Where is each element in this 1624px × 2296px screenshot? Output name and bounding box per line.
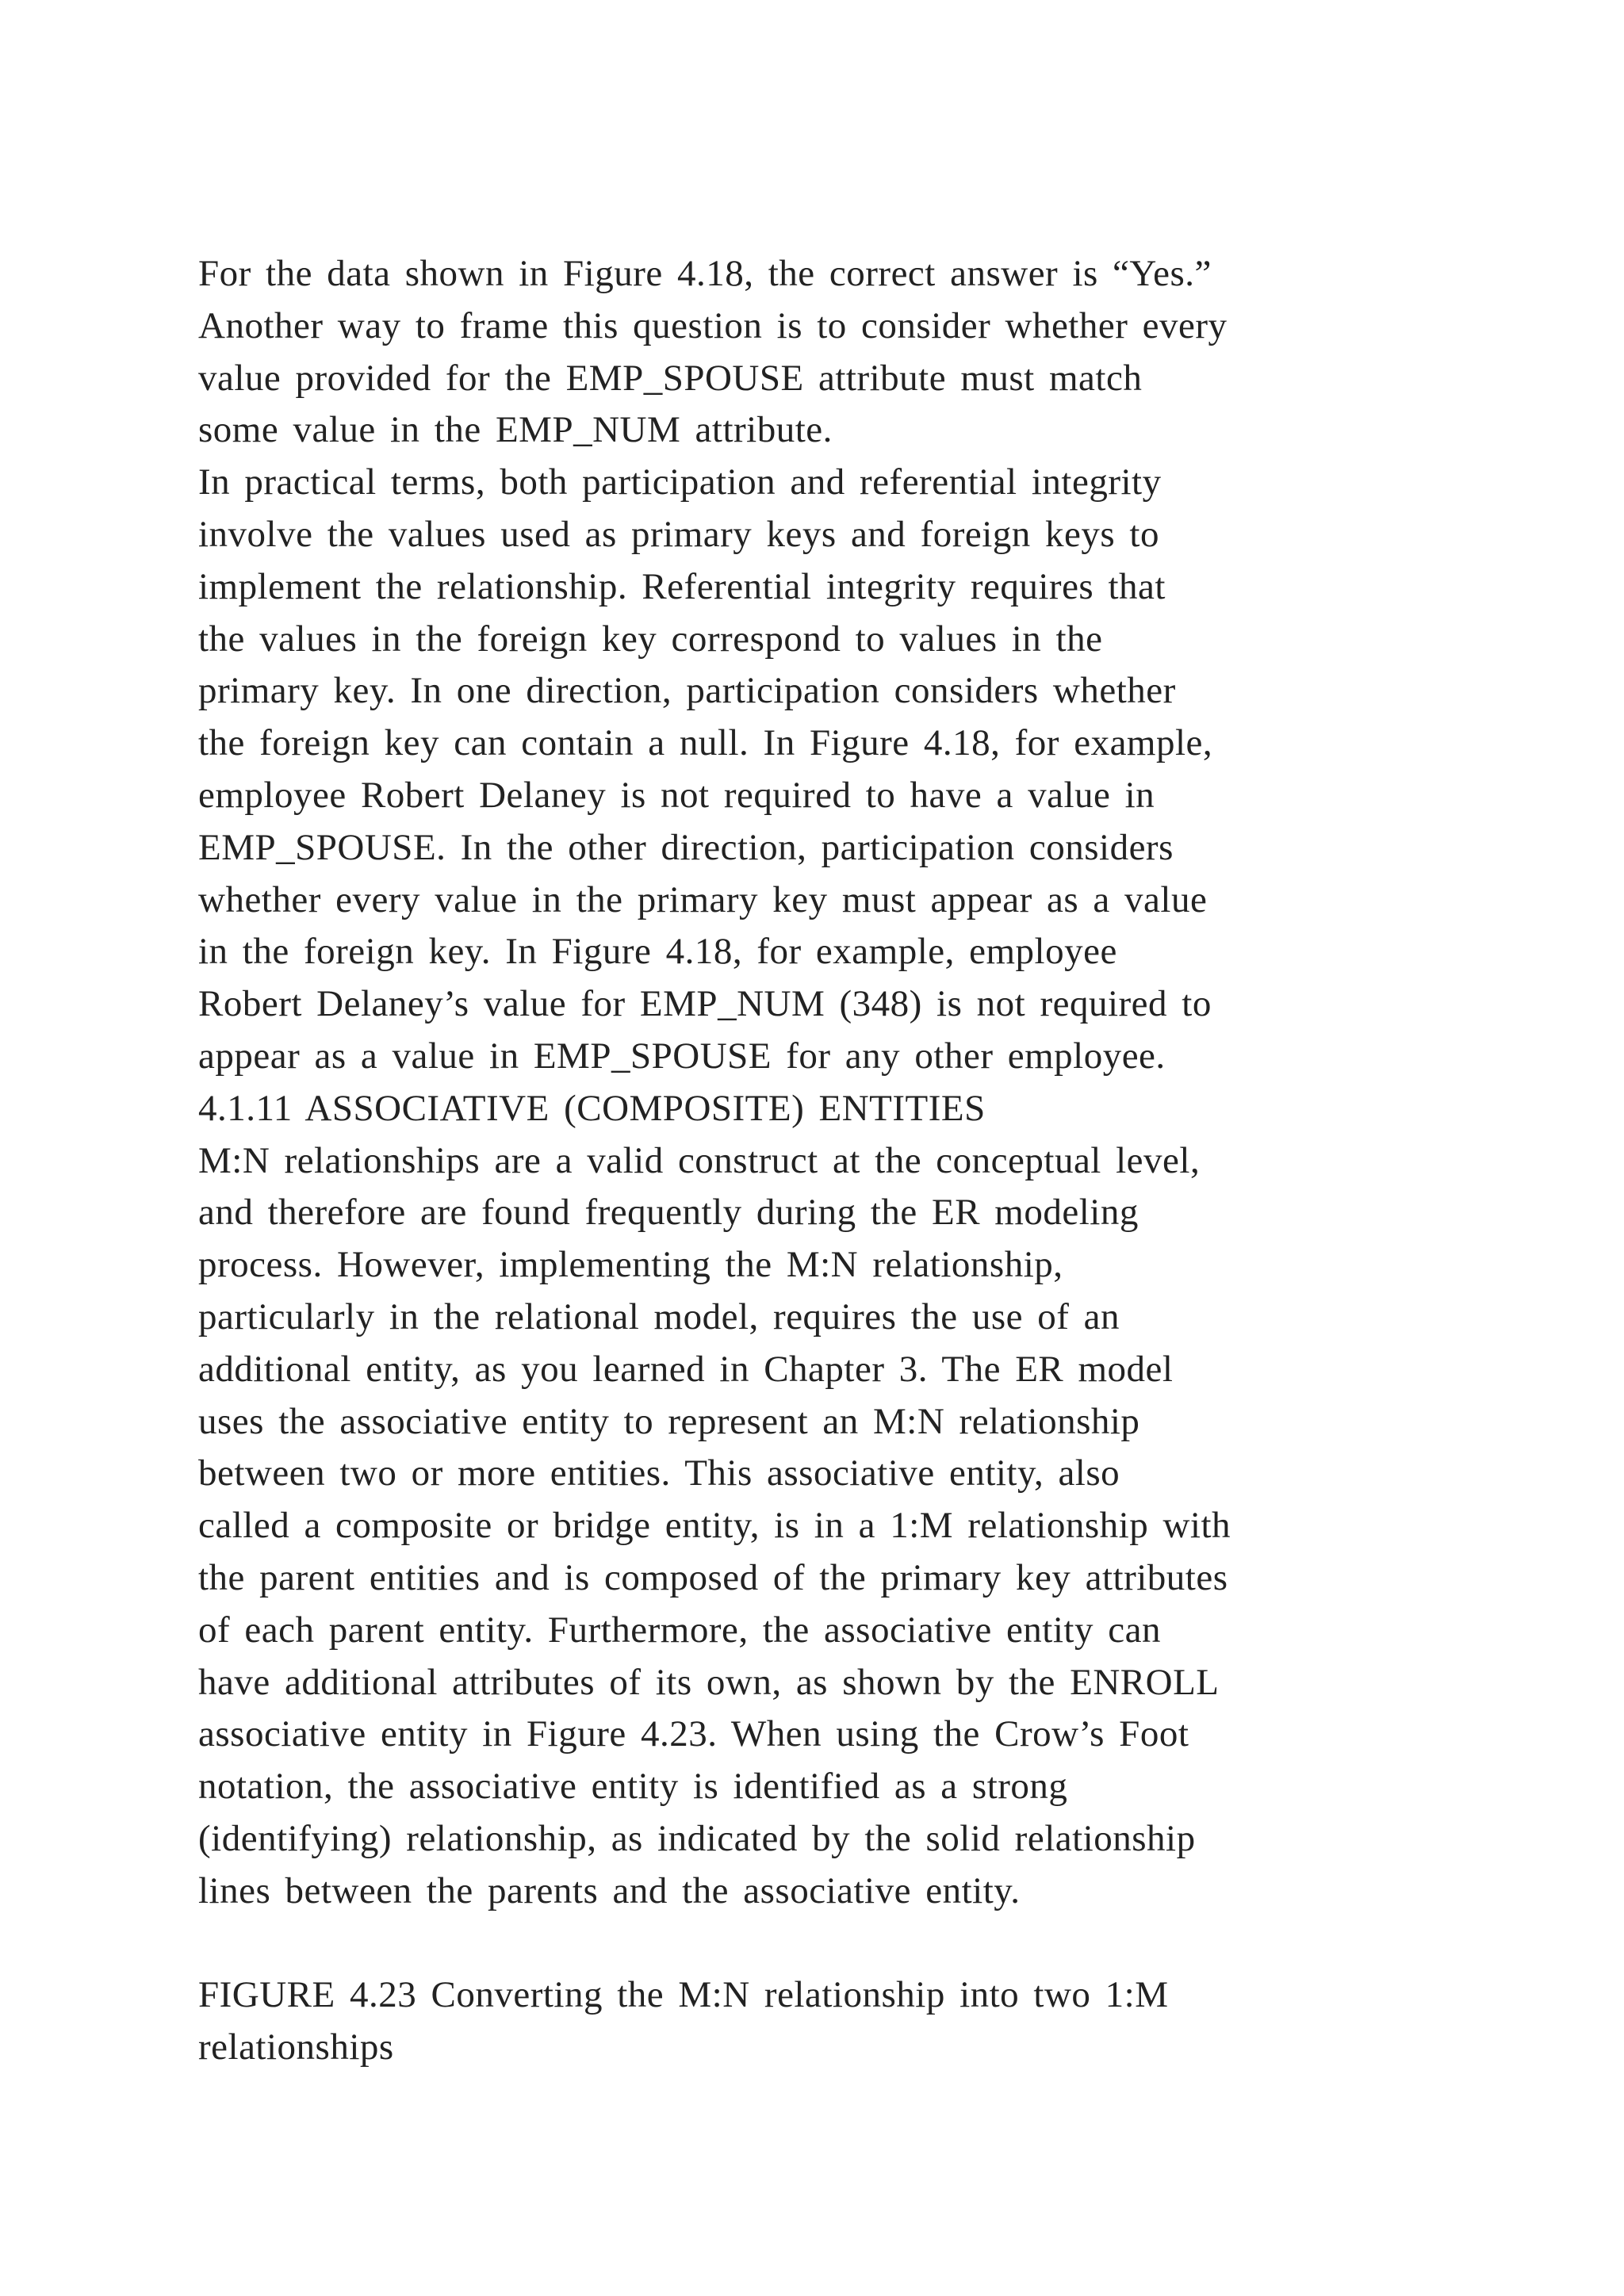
- text-line: (identifying) relationship, as indicated by the solid relationship: [198, 1817, 1196, 1859]
- text-line: between two or more entities. This associative entity, also: [198, 1452, 1120, 1494]
- text-line: called a composite or bridge entity, is in a 1:M relationship with: [198, 1505, 1231, 1547]
- text-line: value provided for the EMP_SPOUSE attribute must match: [198, 357, 1143, 399]
- text-line: the foreign key can contain a null. In Figure 4.18, for example,: [198, 722, 1213, 764]
- text-line: have additional attributes of its own, as shown by the ENROLL: [198, 1661, 1220, 1703]
- text-line: whether every value in the primary key must appear as a value: [198, 878, 1208, 920]
- text-line: EMP_SPOUSE. In the other direction, participation considers: [198, 826, 1174, 868]
- text-line: lines between the parents and the associative entity.: [198, 1869, 1021, 1911]
- text-line: employee Robert Delaney is not required to have a value in: [198, 774, 1155, 816]
- text-line: of each parent entity. Furthermore, the associative entity can: [198, 1609, 1161, 1651]
- text-line: associative entity in Figure 4.23. When using the Crow’s Foot: [198, 1713, 1189, 1755]
- text-line: appear as a value in EMP_SPOUSE for any other employee.: [198, 1035, 1166, 1077]
- text-line: M:N relationships are a valid construct at the conceptual level,: [198, 1139, 1201, 1181]
- text-line: notation, the associative entity is identified as a strong: [198, 1766, 1068, 1808]
- text-line: process. However, implementing the M:N relationship,: [198, 1244, 1063, 1286]
- text-line: primary key. In one direction, participation considers whether: [198, 670, 1176, 712]
- text-line: uses the associative entity to represent an M:N relationship: [198, 1400, 1140, 1442]
- text-line: additional entity, as you learned in Chapter 3. The ER model: [198, 1348, 1174, 1390]
- text-line: In practical terms, both participation and referential integrity: [198, 461, 1162, 503]
- figure-caption: relationships: [198, 2026, 394, 2068]
- text-line: the values in the foreign key correspond to values in the: [198, 618, 1103, 660]
- text-line: For the data shown in Figure 4.18, the correct answer is “Yes.”: [198, 253, 1212, 294]
- section-heading: 4.1.11 ASSOCIATIVE (COMPOSITE) ENTITIES: [198, 1087, 986, 1129]
- text-line: some value in the EMP_NUM attribute.: [198, 409, 833, 451]
- text-line: implement the relationship. Referential integrity requires that: [198, 565, 1166, 607]
- text-line: Another way to frame this question is to consider whether every: [198, 304, 1228, 346]
- body-text: [198, 248, 1435, 2074]
- text-line: particularly in the relational model, requires the use of an: [198, 1295, 1120, 1337]
- paragraph-gap: [198, 1918, 1435, 1970]
- text-line: involve the values used as primary keys and foreign keys to: [198, 513, 1159, 555]
- text-line: Robert Delaney’s value for EMP_NUM (348) is not required to: [198, 983, 1212, 1025]
- text-line: in the foreign key. In Figure 4.18, for example, employee: [198, 931, 1117, 973]
- text-line: the parent entities and is composed of the primary key attributes: [198, 1556, 1228, 1598]
- figure-caption: FIGURE 4.23 Converting the M:N relationship into two 1:M: [198, 1974, 1169, 2016]
- text-line: and therefore are found frequently during the ER modeling: [198, 1192, 1139, 1234]
